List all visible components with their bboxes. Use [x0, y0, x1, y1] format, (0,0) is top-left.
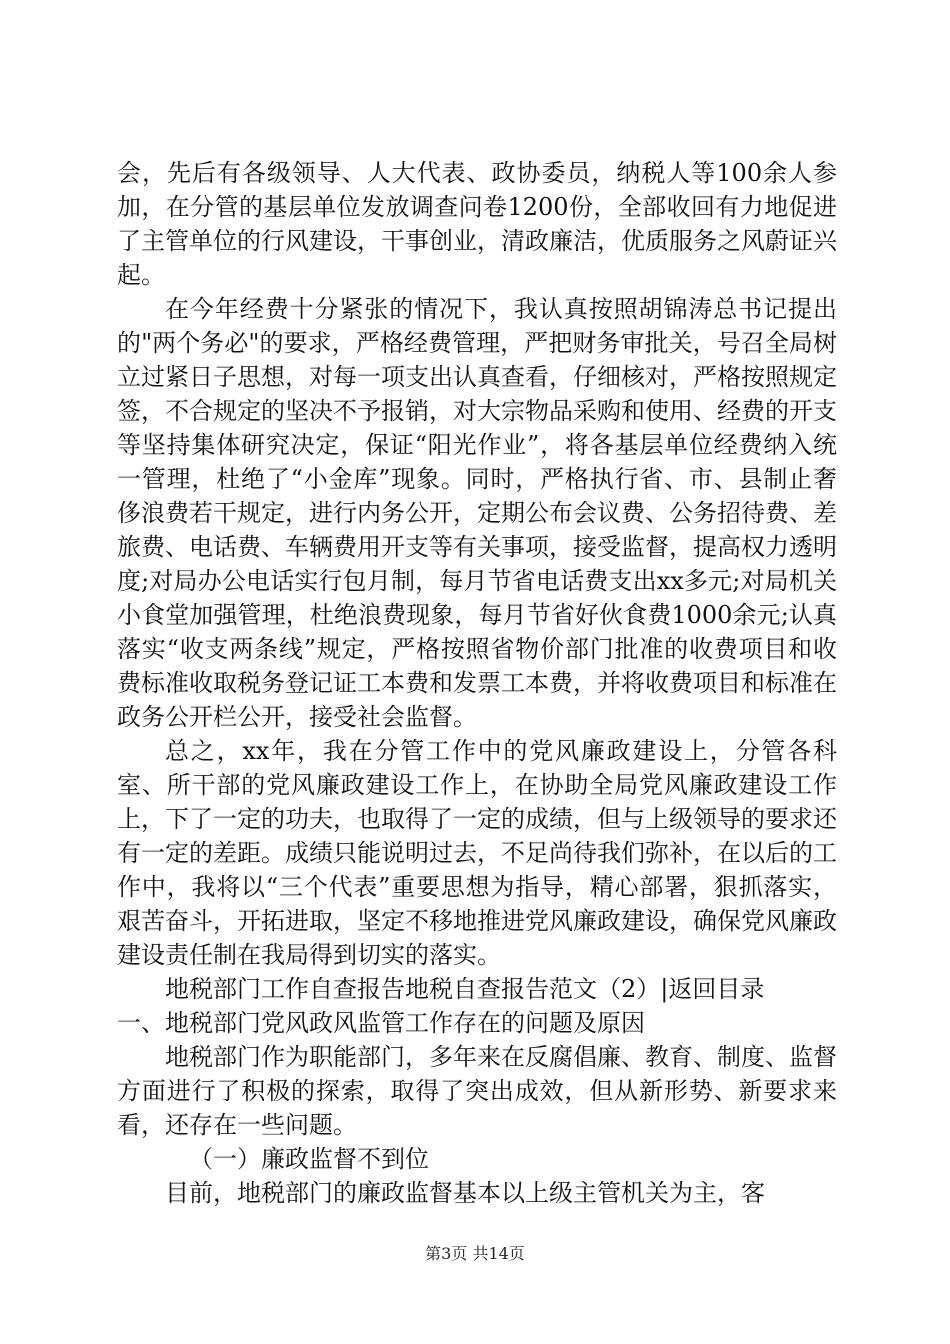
- paragraph-summary: 总之，xx年，我在分管工作中的党风廉政建设上，分管各科室、所干部的党风廉政建设工作上，在协助全局党风廉政建设工作上，下了一定的功夫，也取得了一定的成绩，但与上级领导的要求还有一定的差距。成绩只能说明过去，不足尚待我们弥补，在以后的工作中，我将以“三个代表”重要思想为指导，精心部署，狠抓落实，艰苦奋斗，开拓进取，坚定不移地推进党风廉政建设，确保党风廉政建设责任制在我局得到切实的落实。: [117, 737, 837, 969]
- page-number: 第3页 共14页: [425, 1244, 525, 1263]
- paragraph-intro: 地税部门作为职能部门，多年来在反腐倡廉、教育、制度、监督方面进行了积极的探索，取得了突出成效，但从新形势、新要求来看，还存在一些问题。: [117, 1043, 837, 1139]
- subheading-supervision: （一）廉政监督不到位: [189, 1145, 429, 1173]
- paragraph-continuation: 会，先后有各级领导、人大代表、政协委员，纳税人等100余人参加，在分管的基层单位发放调查问卷1200份，全部收回有力地促进了主管单位的行风建设，干事创业，清政廉洁，优质服务之风蔚证兴起。: [117, 159, 837, 289]
- heading-problems: 一、地税部门党风政风监管工作存在的问题及原因: [117, 1009, 645, 1037]
- section-title-link[interactable]: 地税部门工作自查报告地税自查报告范文（2）|返回目录: [165, 975, 765, 1003]
- document-body: [117, 156, 837, 1210]
- paragraph-budget: 在今年经费十分紧张的情况下，我认真按照胡锦涛总书记提出的"两个务必"的要求，严格经费管理，严把财务审批关，号召全局树立过紧日子思想，对每一项支出认真查看，仔细核对，严格按照规定签，不合规定的坚决不予报销，对大宗物品采购和使用、经费的开支等坚持集体研究决定，保证“阳光作业”，将各基层单位经费纳入统一管理，杜绝了“小金库”现象。同时，严格执行省、市、县制止奢侈浪费若干规定，进行内务公开，定期公布会议费、公务招待费、差旅费、电话费、车辆费用开支等有关事项，接受监督，提高权力透明度;对局办公电话实行包月制，每月节省电话费支出xx多元;对局机关小食堂加强管理，杜绝浪费现象，每月节省好伙食费1000余元;认真落实“收支两条线”规定，严格按照省物价部门批准的收费项目和收费标准收取税务登记证工本费和发票工本费，并将收费项目和标准在政务公开栏公开，接受社会监督。: [117, 295, 837, 731]
- paragraph-supervision: 目前，地税部门的廉政监督基本以上级主管机关为主，客: [165, 1179, 765, 1207]
